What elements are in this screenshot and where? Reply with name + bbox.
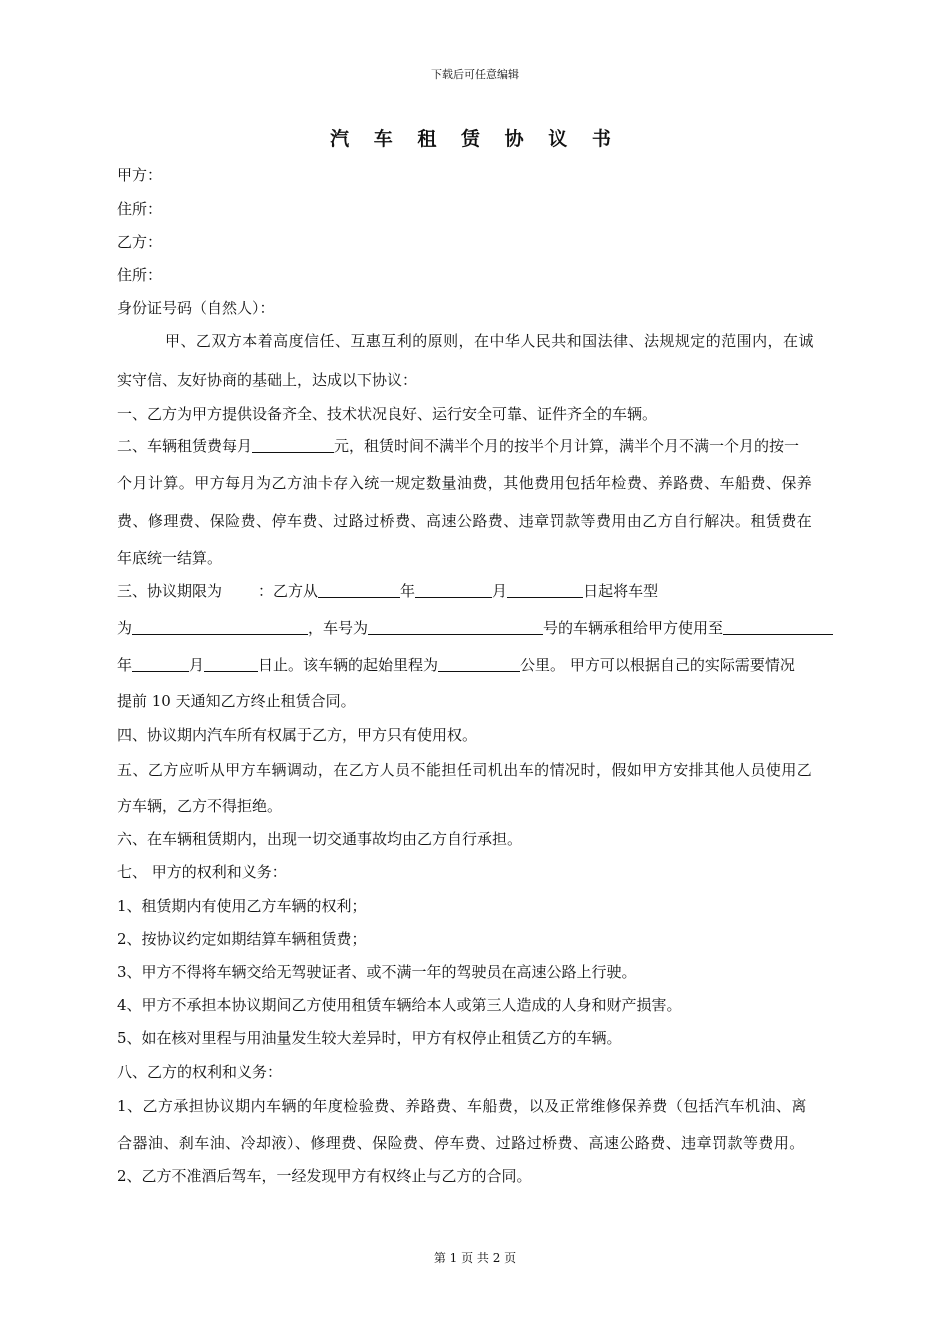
preamble-line-2: 实守信、友好协商的基础上，达成以下协议： <box>117 371 418 389</box>
clause-3-line-4: 提前 10 天通知乙方终止租赁合同。 <box>117 692 356 710</box>
id-number-label: 身份证号码（自然人）： <box>117 299 275 317</box>
clause-3-text-f: 为 <box>117 619 133 637</box>
clause-6: 六、在车辆租赁期内，出现一切交通事故均由乙方自行承担。 <box>117 830 523 848</box>
clause-7-item-4: 4、甲方不承担本协议期间乙方使用租赁车辆给本人或第三人造成的人身和财产损害。 <box>117 996 682 1014</box>
clause-8-item-2: 2、乙方不准酒后驾车，一经发现甲方有权终止与乙方的合同。 <box>117 1167 532 1185</box>
clause-3-line-2 <box>117 617 833 638</box>
clause-8-heading: 八、乙方的权利和义务： <box>117 1063 283 1081</box>
clause-2-line-3: 费、修理费、保险费、停车费、过路过桥费、高速公路费、违章罚款等费用由乙方自行解决。租赁费在 <box>117 512 813 530</box>
clause-2-line-1 <box>117 435 799 456</box>
clause-3-text-h: 号的车辆承租给甲方使用至 <box>543 619 724 637</box>
monthly-rent-blank[interactable] <box>252 437 334 453</box>
start-mileage-blank[interactable] <box>438 656 520 672</box>
preamble-line-1: 甲、乙双方本着高度信任、互惠互利的原则，在中华人民共和国法律、法规规定的范围内，在诚 <box>165 332 814 350</box>
clause-3-text-j: 月 <box>189 656 205 674</box>
clause-3-text-e: 日起将车型 <box>583 582 659 600</box>
page-header: 下载后可任意编辑 <box>431 68 519 81</box>
clause-8-item-1-line-1: 1、乙方承担协议期内车辆的年度检验费、养路费、车船费，以及正常维修保养费（包括汽车机油、离 <box>117 1097 807 1115</box>
clause-7-item-2: 2、按协议约定如期结算车辆租赁费； <box>117 930 367 948</box>
clause-3-text-c: 年 <box>400 582 416 600</box>
plate-number-blank[interactable] <box>368 619 543 635</box>
clause-7-heading: 七、 甲方的权利和义务： <box>117 863 287 881</box>
clause-3-text-d: 月 <box>492 582 508 600</box>
clause-4: 四、协议期内汽车所有权属于乙方，甲方只有使用权。 <box>117 726 478 744</box>
clause-3-text-b: ：乙方从 <box>258 582 319 600</box>
party-a-label: 甲方： <box>117 166 163 184</box>
start-month-blank[interactable] <box>415 582 492 598</box>
clause-2-line-4: 年底统一结算。 <box>117 549 223 567</box>
start-year-blank[interactable] <box>318 582 400 598</box>
clause-3-text-a: 三、协议期限为 <box>117 582 223 600</box>
clause-3-text-k: 日止。该车辆的起始里程为 <box>258 656 439 674</box>
clause-1: 一、乙方为甲方提供设备齐全、技术状况良好、运行安全可靠、证件齐全的车辆。 <box>117 405 658 423</box>
party-b-address-label: 住所： <box>117 266 163 284</box>
end-year-blank[interactable] <box>723 619 833 635</box>
clause-2-text-b: 元，租赁时间不满半个月的按半个月计算，满半个月不满一个月的按一 <box>334 437 800 455</box>
clause-3-text-g: ，车号为 <box>308 619 369 637</box>
end-day-blank[interactable] <box>204 656 258 672</box>
party-a-address-label: 住所： <box>117 200 163 218</box>
end-month-blank[interactable] <box>132 656 189 672</box>
start-day-blank[interactable] <box>507 582 583 598</box>
clause-5-line-2: 方车辆，乙方不得拒绝。 <box>117 797 283 815</box>
clause-8-item-1-line-2: 合器油、刹车油、冷却液）、修理费、保险费、停车费、过路过桥费、高速公路费、违章罚款等费用。 <box>117 1134 805 1152</box>
clause-7-item-1: 1、租赁期内有使用乙方车辆的权利； <box>117 897 367 915</box>
clause-7-item-3: 3、甲方不得将车辆交给无驾驶证者、或不满一年的驾驶员在高速公路上行驶。 <box>117 963 637 981</box>
page-footer: 第 1 页 共 2 页 <box>433 1251 517 1265</box>
clause-3-line-3 <box>117 654 795 675</box>
clause-3-text-i: 年 <box>117 656 133 674</box>
clause-3-line-1 <box>117 580 658 601</box>
clause-5-line-1: 五、乙方应听从甲方车辆调动，在乙方人员不能担任司机出车的情况时，假如甲方安排其他人员使用乙 <box>117 761 813 779</box>
clause-2-line-2: 个月计算。甲方每月为乙方油卡存入统一规定数量油费，其他费用包括年检费、养路费、车船费、保养 <box>117 474 813 492</box>
party-b-label: 乙方： <box>117 233 163 251</box>
car-model-blank[interactable] <box>132 619 308 635</box>
document-title: 汽 车 租 赁 协 议 书 <box>330 128 620 150</box>
clause-7-item-5: 5、如在核对里程与用油量发生较大差异时，甲方有权停止租赁乙方的车辆。 <box>117 1029 622 1047</box>
clause-3-text-l: 公里。 甲方可以根据自己的实际需要情况 <box>520 656 795 674</box>
clause-2-text-a: 二、车辆租赁费每月 <box>117 437 253 455</box>
